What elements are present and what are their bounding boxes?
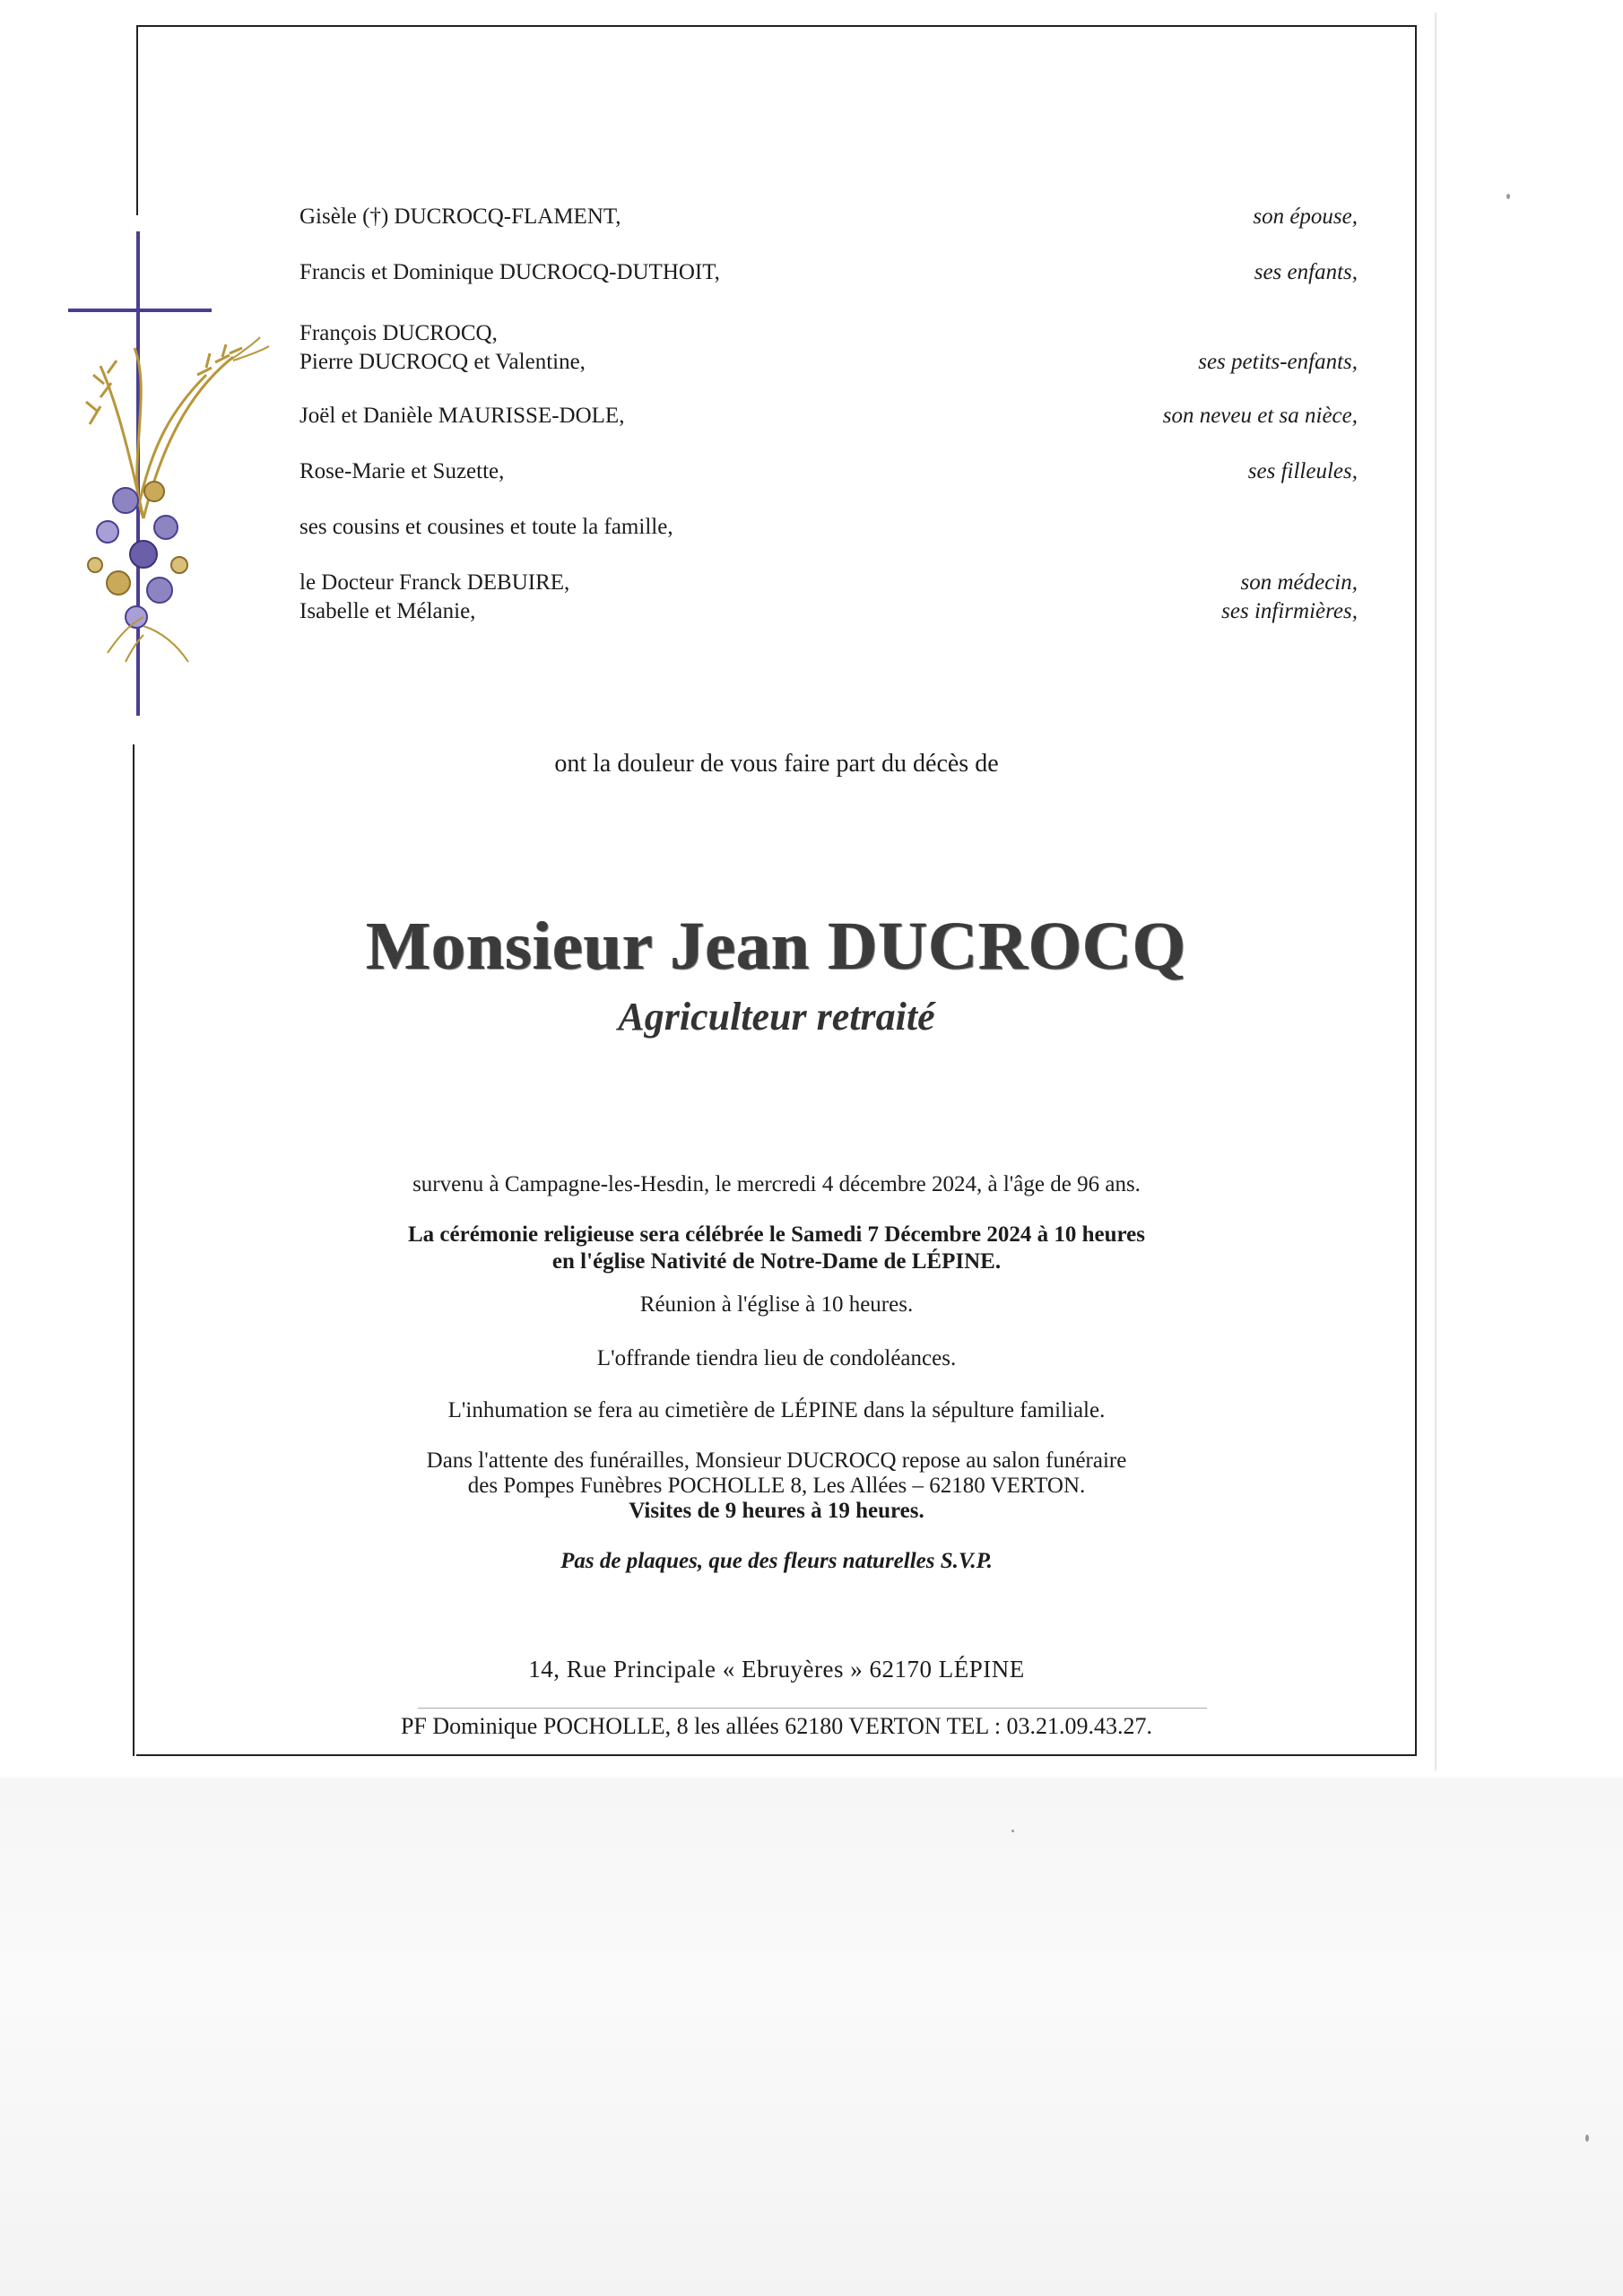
scan-background [0,1778,1623,2296]
meeting-text: Réunion à l'église à 10 heures. [639,1292,914,1317]
family-role: ses petits-enfants, [1198,350,1358,374]
ceremony-line-2: en l'église Nativité de Notre-Dame de LÉPINE. [551,1249,1002,1274]
scan-speck [1506,194,1510,199]
family-address: 14, Rue Principale « Ebruyères » 62170 LÉPINE [528,1656,1025,1683]
scan-speck [1585,2135,1589,2142]
frame-left-border-bottom [133,744,135,1756]
flowers-text: Pas de plaques, que des fleurs naturelles S.V.P. [560,1549,993,1573]
offering-text: L'offrande tiendra lieu de condoléances. [596,1346,957,1370]
rest-line-2: des Pompes Funèbres POCHOLLE 8, Les Allées – 62180 VERTON. [467,1474,1086,1498]
family-role: son médecin, [1240,570,1358,595]
burial-text: L'inhumation se fera au cimetière de LÉPINE dans la sépulture familiale. [447,1398,1106,1422]
cross-icon [68,231,212,716]
family-role: son épouse, [1253,204,1358,229]
family-role: son neveu et sa nièce, [1162,404,1358,428]
ceremony-line-1: La cérémonie religieuse sera célébrée le Samedi 7 Décembre 2024 à 10 heures [408,1222,1145,1247]
funeral-home-contact: PF Dominique POCHOLLE, 8 les allées 62180 VERTON TEL : 03.21.09.43.27. [400,1713,1153,1739]
wheat-icon [86,337,269,518]
family-role: ses infirmières, [1221,599,1358,623]
family-role: ses enfants, [1254,260,1358,284]
family-role: ses filleules, [1247,459,1358,483]
deceased-name: Monsieur Jean DUCROCQ [366,909,1187,984]
family-name: ses cousins et cousines et toute la famille, [299,515,673,539]
rest-line-1: Dans l'attente des funérailles, Monsieur DUCROCQ repose au salon funéraire [426,1448,1127,1473]
family-name: Joël et Danièle MAURISSE-DOLE, [299,404,625,428]
family-name: le Docteur Franck DEBUIRE, [299,570,570,595]
death-notice: survenu à Campagne-les-Hesdin, le mercredi 4 décembre 2024, à l'âge de 96 ans. [412,1172,1141,1196]
visits-text: Visites de 9 heures à 19 heures. [629,1499,924,1523]
cross-wheat-flowers-icon [54,231,296,734]
family-name: Gisèle (†) DUCROCQ-FLAMENT, [299,204,621,229]
scan-edge [1435,13,1436,1770]
profession: Agriculteur retraité [618,995,935,1039]
family-name: Isabelle et Mélanie, [299,599,476,623]
divider [418,1708,1207,1709]
family-name: Rose-Marie et Suzette, [299,459,505,483]
scan-speck [1011,1830,1014,1832]
family-name: François DUCROCQ, [299,321,498,345]
family-name: Pierre DUCROCQ et Valentine, [299,350,586,374]
frame-left-border-top [136,25,138,215]
family-name: Francis et Dominique DUCROCQ-DUTHOIT, [299,260,720,284]
intro-text: ont la douleur de vous faire part du décès de [554,750,999,778]
